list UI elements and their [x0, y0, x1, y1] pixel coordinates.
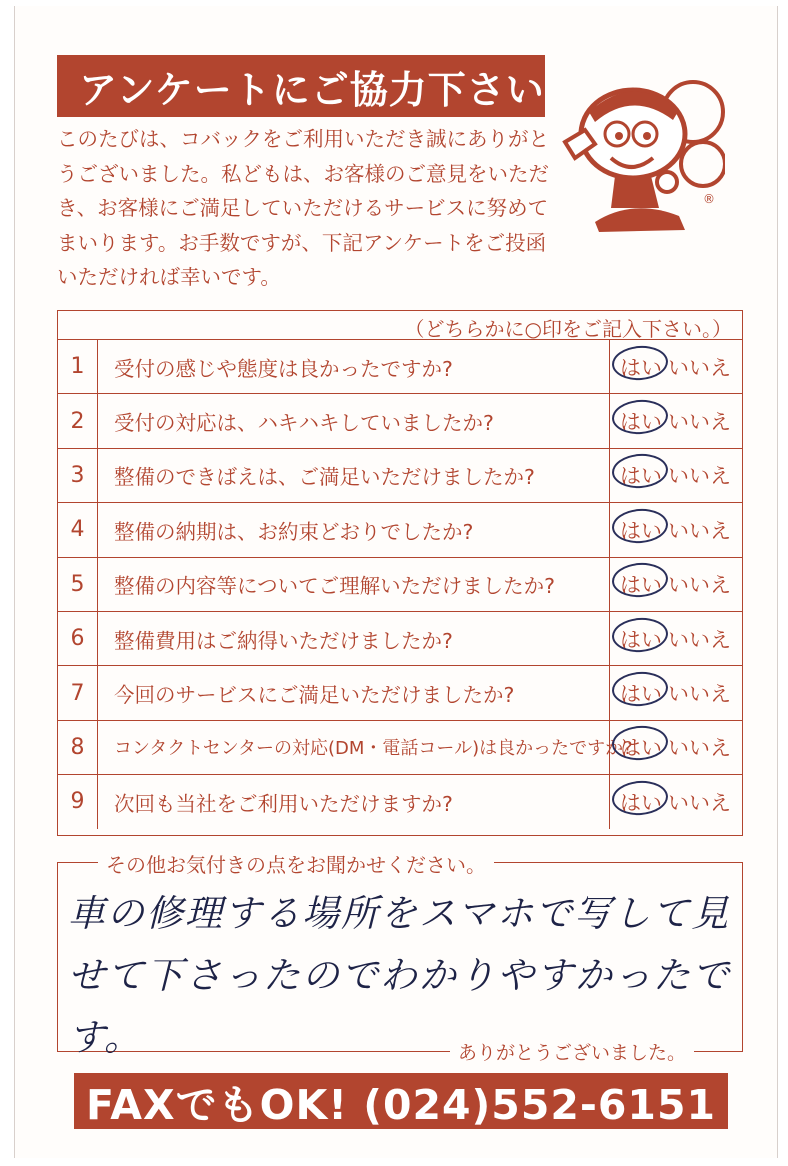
answer-no-option[interactable]: いいえ	[668, 682, 731, 707]
answer-yes-label: はい	[620, 410, 662, 435]
table-row	[58, 339, 742, 393]
comment-label: その他お気付きの点をお聞かせください。	[98, 849, 494, 878]
table-row	[58, 720, 742, 774]
registered-mark: ®	[703, 192, 715, 206]
answer-no-option[interactable]: いいえ	[668, 410, 731, 435]
question-number: 4	[58, 503, 98, 556]
question-text: 整備のできばえは、ご満足いただけましたか?	[114, 465, 535, 490]
question-number: 1	[58, 340, 98, 393]
answer-cell	[609, 340, 742, 393]
table-row	[58, 611, 742, 665]
question-text: 整備費用はご納得いただけましたか?	[114, 628, 453, 653]
question-number: 5	[58, 558, 98, 611]
answer-yes-label: はい	[620, 464, 662, 489]
question-text: 受付の感じや態度は良かったですか?	[114, 356, 453, 381]
answer-cell	[609, 666, 742, 719]
answer-yes-label: はい	[620, 736, 662, 761]
mascot-logo-icon	[555, 72, 725, 242]
fax-banner: FAXでもOK! (024)552-6151	[74, 1073, 728, 1129]
answer-no-option[interactable]: いいえ	[668, 355, 731, 380]
table-row	[58, 448, 742, 502]
survey-instruction: （どちらかに○印をご記入下さい。）	[404, 317, 732, 341]
answer-no-option[interactable]: いいえ	[668, 573, 731, 598]
handwritten-comment: 車の修理する場所をスマホで写して見せて下さったのでわかりやすかったです。	[68, 892, 731, 1059]
table-row	[58, 502, 742, 556]
survey-table	[57, 310, 743, 836]
comment-box	[57, 853, 743, 1064]
answer-no-option[interactable]: いいえ	[668, 736, 731, 761]
answer-no-option[interactable]: いいえ	[668, 627, 731, 652]
answer-yes-option[interactable]	[620, 352, 662, 382]
answer-yes-label: はい	[620, 355, 662, 380]
answer-cell	[609, 612, 742, 665]
answer-cell	[609, 503, 742, 556]
question-text: 整備の内容等についてご理解いただけましたか?	[114, 574, 555, 599]
question-text: 今回のサービスにご満足いただけましたか?	[114, 683, 515, 708]
answer-yes-option[interactable]	[620, 732, 662, 762]
question-number: 3	[58, 449, 98, 502]
answer-no-option[interactable]: いいえ	[668, 518, 731, 543]
table-row	[58, 393, 742, 447]
intro-text: このたびは、コバックをご利用いただき誠にありがとうございました。私どもは、お客様のご意見をいただき、お客様にご満足していただけるサービスに努めてまいります。お手数ですが、下記アンケートをご投函いただければ幸いです。	[57, 127, 549, 289]
question-number: 9	[58, 775, 98, 828]
table-row	[58, 665, 742, 719]
answer-cell	[609, 558, 742, 611]
answer-yes-option[interactable]	[620, 624, 662, 654]
question-text: 受付の対応は、ハキハキしていましたか?	[114, 411, 494, 436]
answer-cell	[609, 775, 742, 828]
question-text: 整備の納期は、お約束どおりでしたか?	[114, 519, 474, 544]
answer-no-option[interactable]: いいえ	[668, 464, 731, 489]
answer-yes-option[interactable]	[620, 460, 662, 490]
question-number: 2	[58, 394, 98, 447]
answer-yes-label: はい	[620, 790, 662, 815]
answer-cell	[609, 449, 742, 502]
answer-no-option[interactable]: いいえ	[668, 790, 731, 815]
question-number: 6	[58, 612, 98, 665]
answer-yes-label: はい	[620, 518, 662, 543]
answer-yes-option[interactable]	[620, 406, 662, 436]
answer-cell	[609, 721, 742, 774]
answer-yes-option[interactable]	[620, 787, 662, 817]
answer-yes-label: はい	[620, 627, 662, 652]
question-text: コンタクトセンターの対応(DM・電話コール)は良かったですか?	[114, 738, 633, 760]
table-row	[58, 774, 742, 828]
question-number: 7	[58, 666, 98, 719]
answer-yes-option[interactable]	[620, 515, 662, 545]
answer-yes-option[interactable]	[620, 569, 662, 599]
survey-rows	[58, 339, 742, 829]
table-row	[58, 557, 742, 611]
answer-yes-label: はい	[620, 573, 662, 598]
thanks-text: ありがとうございました。	[450, 1038, 694, 1065]
question-text: 次回も当社をご利用いただけますか?	[114, 791, 453, 816]
page-title: アンケートにご協力下さい	[57, 55, 545, 117]
answer-cell	[609, 394, 742, 447]
answer-yes-option[interactable]	[620, 678, 662, 708]
question-number: 8	[58, 721, 98, 774]
answer-yes-label: はい	[620, 682, 662, 707]
